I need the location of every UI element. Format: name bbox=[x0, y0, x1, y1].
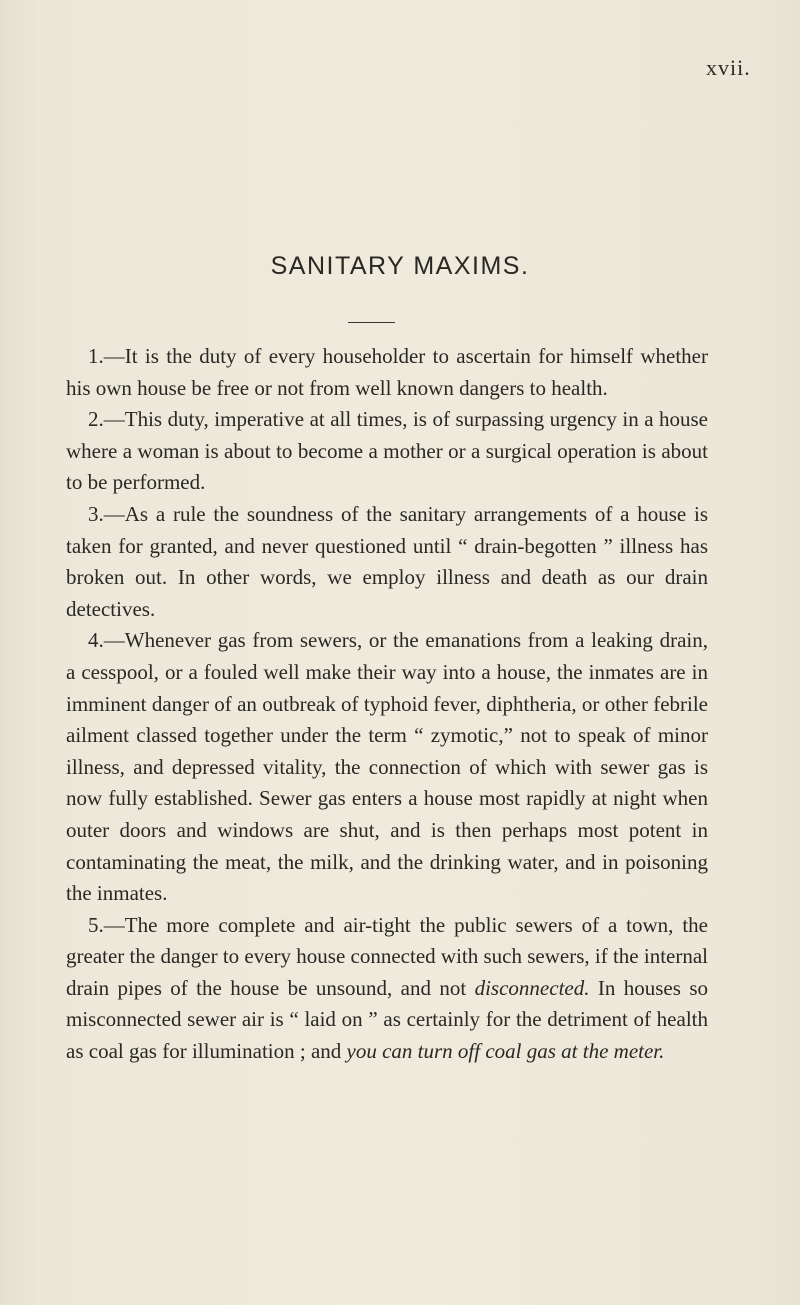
maxim-5 bbox=[66, 910, 708, 1068]
maxim-5-emphasis-b: you can turn off coal gas at the meter. bbox=[346, 1039, 665, 1064]
maxim-2: 2.—This duty, imperative at all times, is of surpassing urgency in a house where a woman is about to become a mother or a surgical operation is about to be performed. bbox=[66, 407, 708, 495]
maxim-1: 1.—It is the duty of every householder to ascertain for himself whether his own house be free or not from well known dangers to health. bbox=[66, 344, 708, 400]
page-title: SANITARY MAXIMS. bbox=[270, 252, 530, 280]
maxim-5-text-a: 5.—The more complete and air-tight the public sewers of a town, the greater the danger to every house connected with such sewers, if the internal drain pipes of the house be unsound, and not bbox=[66, 912, 708, 1000]
page-number: xvii. bbox=[706, 55, 751, 80]
maxim-4: 4.—Whenever gas from sewers, or the emanations from a leaking drain, a cesspool, or a fouled well make their way into a house, the inmates are in imminent danger of an outbreak of typhoid fever, diphtheria, or other febrile ailment classed together under the term “ zymotic,” not to speak of minor illness, and depressed vitality, the connection of which with sewer gas is now fully established. Sewer gas enters a house most rapidly at night when outer doors and windows are shut, and is then perhaps most potent in contaminating the meat, the milk, and the drinking water, and in poisoning the inmates. bbox=[66, 628, 708, 906]
title-divider bbox=[348, 322, 395, 323]
maxim-5-emphasis-a: disconnected. bbox=[474, 975, 590, 1000]
maxims-body bbox=[66, 341, 708, 1068]
maxim-3: 3.—As a rule the soundness of the sanitary arrangements of a house is taken for granted, and never questioned until “ drain-begotten ” illness has broken out. In other words, we employ illness and death as our drain detectives. bbox=[66, 501, 708, 621]
maxim-5-text-b: In houses so misconnected sewer air is “ laid on ” as certainly for the detriment of health as coal gas for illumination ; and bbox=[66, 975, 708, 1064]
